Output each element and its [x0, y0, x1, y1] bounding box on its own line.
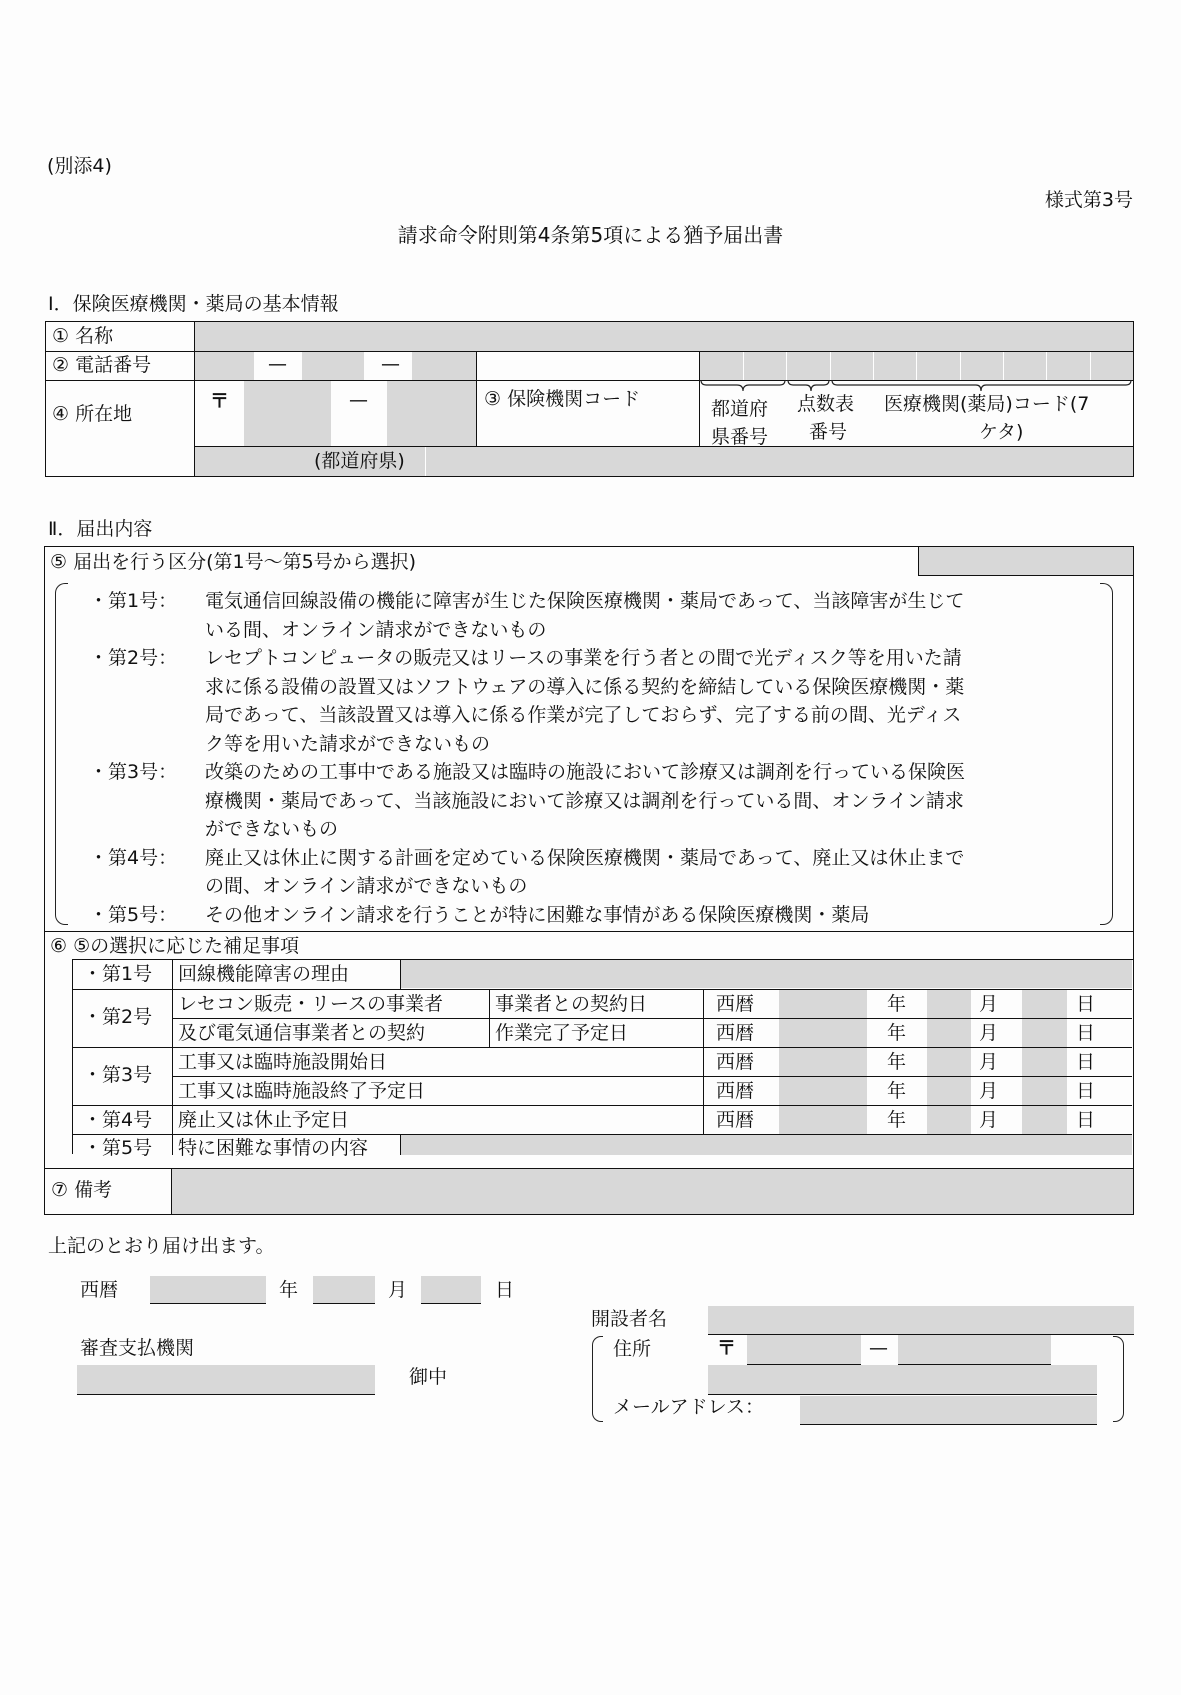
date-row-construction-start: 西暦 年 月 日 — [704, 1048, 1132, 1076]
address-label: ④ 所在地 — [52, 403, 133, 425]
phone-number-field[interactable] — [412, 352, 476, 380]
reviewer-label: 審査支払機関 — [80, 1337, 195, 1359]
code-group-table-2: 番号 — [809, 421, 848, 443]
code-group-prefecture: 都道府 県番号 — [711, 398, 769, 448]
month-field[interactable] — [927, 1077, 971, 1105]
code-group-braces — [700, 380, 1133, 394]
section1-heading: Ⅰ．保険医療機関・薬局の基本情報 — [48, 293, 339, 315]
date-row-completion: 西暦 年 月 日 — [704, 1019, 1132, 1047]
name-label: ① 名称 — [52, 325, 114, 347]
month-field[interactable] — [927, 1048, 971, 1076]
day-field[interactable] — [1022, 1019, 1067, 1047]
code-group-facility: 医療機関(薬局)コード(7 — [884, 393, 1090, 415]
day-field[interactable] — [1022, 990, 1067, 1018]
category-item-5[interactable]: ・第5号： その他オンライン請求を行うことが特に困難な事情がある保険医療機関・薬局 — [89, 903, 870, 926]
category-item-3[interactable]: ・第3号： 改築のための工事中である施設又は臨時の施設において診療又は調剤を行っている保険医 療機関・薬局であって、当該施設において診療又は調剤を行っている間、オンライン請求 ができないもの — [89, 761, 966, 840]
supp-no2-item-2: 及び電気通信事業者との契約 — [178, 1022, 426, 1044]
code-group-table: 点数表 — [797, 393, 855, 415]
footer-era: 西暦 — [80, 1279, 119, 1301]
category-item-4[interactable]: ・第4号： 廃止又は休止に関する計画を定めている保険医療機関・薬局であって、廃止又は休止まで の間、オンライン請求ができないもの — [89, 846, 965, 897]
year-field[interactable] — [779, 1106, 867, 1134]
submit-year-field[interactable] — [150, 1276, 266, 1304]
supp-no1: ・第1号 — [83, 963, 153, 985]
email-label: メールアドレス： — [613, 1396, 765, 1418]
footer-day: 日 — [495, 1279, 515, 1301]
founder-name-field[interactable] — [708, 1306, 1134, 1335]
page-title: 請求命令附則第4条第5項による猶予届出書 — [397, 223, 784, 247]
founder-postal-mark-icon: 〒 — [717, 1337, 737, 1359]
year-field[interactable] — [779, 1077, 867, 1105]
phone-dash-1: — — [268, 353, 287, 375]
year-field[interactable] — [779, 1019, 867, 1047]
insurance-code-digits[interactable] — [700, 352, 1133, 380]
supp-no3-item-1: 工事又は臨時施設開始日 — [178, 1051, 388, 1073]
name-field[interactable] — [195, 322, 1133, 351]
supp-no2: ・第2号 — [83, 1006, 153, 1028]
founder-postal-second-field[interactable] — [898, 1335, 1051, 1365]
founder-postal-dash: — — [869, 1337, 888, 1359]
postal-dash: — — [349, 389, 368, 411]
remarks-label: ⑦ 備考 — [51, 1179, 113, 1201]
month-field[interactable] — [927, 1106, 971, 1134]
attachment-label: (別添4) — [47, 155, 112, 177]
year-field[interactable] — [779, 990, 867, 1018]
footer-month: 月 — [388, 1279, 408, 1301]
postal-mark-icon: 〒 — [210, 390, 230, 412]
day-field[interactable] — [1022, 1106, 1067, 1134]
form-number: 様式第3号 — [1044, 189, 1133, 211]
supp-no5-item: 特に困難な事情の内容 — [178, 1137, 369, 1159]
address-right-bracket — [1113, 1336, 1124, 1422]
honorific-label: 御中 — [409, 1366, 448, 1388]
reviewer-field[interactable] — [77, 1365, 375, 1395]
email-field[interactable] — [800, 1396, 1097, 1425]
supp-no3-item-2: 工事又は臨時施設終了予定日 — [178, 1080, 426, 1102]
supp-no1-item: 回線機能障害の理由 — [178, 963, 350, 985]
submit-month-field[interactable] — [313, 1276, 375, 1304]
footer-year: 年 — [279, 1279, 299, 1301]
supp-no5: ・第5号 — [83, 1137, 153, 1159]
founder-address-field[interactable] — [708, 1365, 1097, 1395]
prefecture-divider — [425, 447, 426, 476]
supp-no4: ・第4号 — [83, 1109, 153, 1131]
date-row-construction-end: 西暦 年 月 日 — [704, 1077, 1132, 1105]
category-left-bracket — [55, 583, 68, 925]
date-row-closure: 西暦 年 月 日 — [704, 1106, 1132, 1134]
completion-date-label: 作業完了予定日 — [495, 1022, 629, 1044]
remarks-field[interactable] — [172, 1169, 1133, 1214]
category-list — [89, 587, 1099, 929]
address-left-bracket — [592, 1336, 603, 1422]
supplement-grid — [72, 959, 1133, 1159]
founder-postal-first-field[interactable] — [747, 1335, 861, 1365]
supp-no3: ・第3号 — [83, 1064, 153, 1086]
basic-info-table — [45, 321, 1134, 477]
category-label: ⑤ 届出を行う区分(第1号～第5号から選択) — [50, 551, 417, 573]
insurance-code-label: ③ 保険機関コード — [484, 388, 641, 410]
day-field[interactable] — [1022, 1077, 1067, 1105]
phone-exchange-field[interactable] — [302, 352, 364, 380]
category-item-1[interactable]: ・第1号： 電気通信回線設備の機能に障害が生じた保険医療機関・薬局であって、当該障害が生じて いる間、オンライン請求ができないもの — [89, 590, 965, 641]
supp-no4-item: 廃止又は休止予定日 — [178, 1109, 350, 1131]
difficulty-detail-field[interactable] — [401, 1135, 1132, 1155]
year-field[interactable] — [779, 1048, 867, 1076]
postal-code-second-field[interactable] — [387, 381, 476, 446]
contract-date-label: 事業者との契約日 — [495, 993, 648, 1015]
day-field[interactable] — [1022, 1048, 1067, 1076]
founder-address-label: 住所 — [613, 1338, 652, 1360]
phone-area-field[interactable] — [195, 352, 254, 380]
section2-heading: Ⅱ．届出内容 — [48, 518, 153, 540]
postal-code-first-field[interactable] — [244, 381, 331, 446]
category-select-field[interactable] — [918, 547, 1133, 576]
month-field[interactable] — [927, 1019, 971, 1047]
supplement-label: ⑥ ⑤の選択に応じた補足事項 — [50, 935, 300, 957]
prefecture-label: (都道府県) — [314, 450, 405, 472]
code-group-facility-2: ケタ) — [979, 421, 1024, 443]
date-row-contract: 西暦 年 月 日 — [704, 990, 1132, 1018]
category-item-2[interactable]: ・第2号： レセプトコンピュータの販売又はリースの事業を行う者との間で光ディスク等を用いた請 求に係る設備の設置又はソフトウェアの導入に係る契約を締結している保険医療機関・薬 局であって、当該設置又は導入に係る作業が完了しておらず、完了する前の間、光ディス ク等を用いた請求ができないもの — [89, 647, 965, 755]
category-right-bracket — [1100, 583, 1113, 925]
phone-dash-2: — — [381, 353, 400, 375]
submit-day-field[interactable] — [421, 1276, 481, 1304]
phone-label: ② 電話番号 — [52, 354, 152, 376]
notification-table — [44, 546, 1134, 1215]
supp-no2-item-1: レセコン販売・リースの事業者 — [178, 993, 444, 1015]
line-failure-reason-field[interactable] — [401, 960, 1132, 988]
founder-label: 開設者名 — [591, 1308, 668, 1330]
declaration-text: 上記のとおり届け出ます。 — [48, 1235, 275, 1257]
month-field[interactable] — [927, 990, 971, 1018]
